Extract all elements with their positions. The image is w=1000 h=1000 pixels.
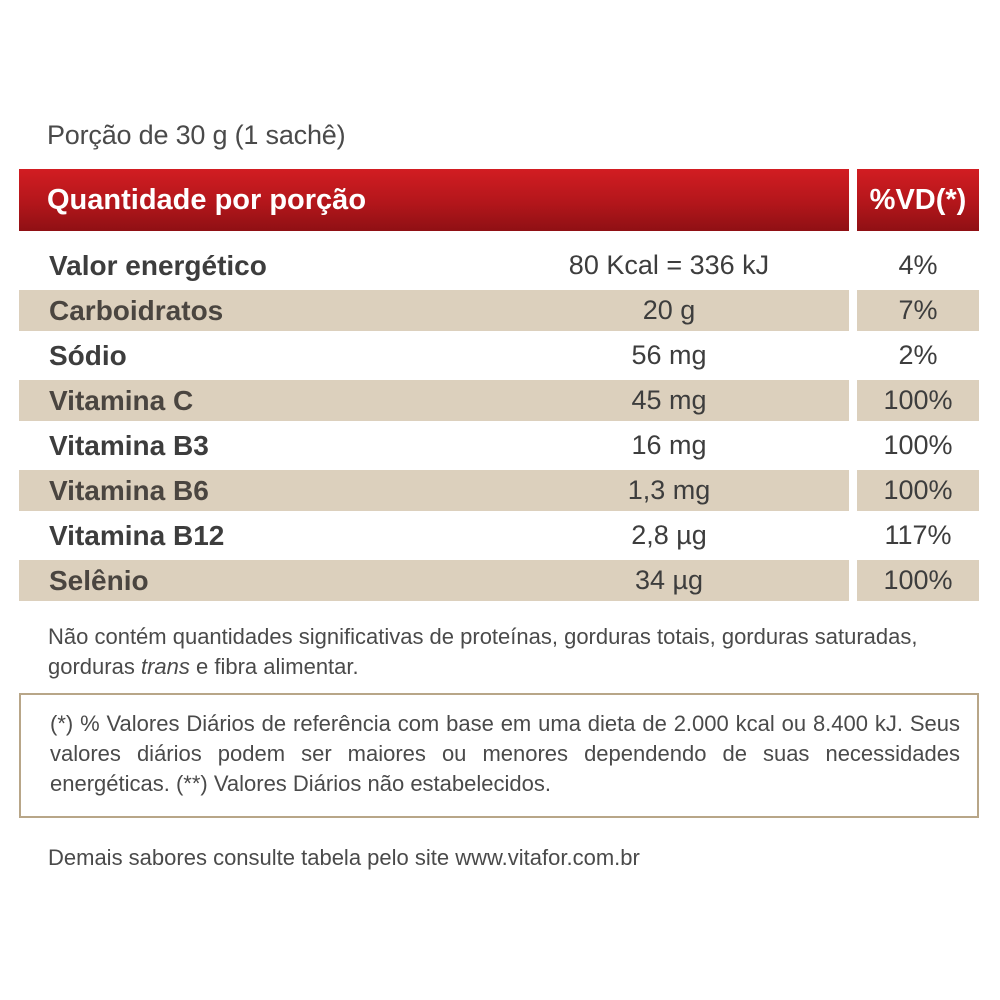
vd-header-label: %VD(*) bbox=[869, 183, 967, 216]
nutrient-name: Vitamina B3 bbox=[49, 430, 209, 461]
nutrient-quantity: 20 g bbox=[642, 295, 696, 325]
nutrient-name: Carboidratos bbox=[49, 295, 224, 326]
nutrient-vd: 100% bbox=[883, 565, 953, 595]
nutrient-quantity: 56 mg bbox=[631, 340, 707, 370]
daily-values-reference-text: (*) % Valores Diários de referência com base em uma dieta de 2.000 kcal ou 8.400 kJ. Seus valores diários podem ser maiores ou menores dependendo de suas necessidades energéticas. (**) Valores Diários não estabelecidos. bbox=[50, 711, 960, 796]
daily-values-reference-box bbox=[19, 693, 979, 818]
nutrient-vd: 100% bbox=[883, 385, 953, 415]
nutrient-quantity: 80 Kcal = 336 kJ bbox=[568, 250, 770, 280]
table-row bbox=[19, 425, 979, 470]
table-row bbox=[19, 335, 979, 380]
nutrient-name: Vitamina C bbox=[49, 385, 194, 416]
portion-size: Porção de 30 g (1 sachê) bbox=[47, 120, 346, 150]
table-row bbox=[19, 245, 979, 290]
nutrient-name: Selênio bbox=[49, 565, 149, 596]
nutrition-table bbox=[19, 245, 979, 605]
nutrition-note bbox=[48, 622, 948, 682]
note-text-italic: trans bbox=[140, 654, 190, 679]
nutrient-vd: 117% bbox=[884, 520, 952, 550]
table-row bbox=[19, 470, 979, 515]
nutrient-name: Sódio bbox=[49, 340, 127, 371]
vd-header bbox=[857, 169, 979, 231]
nutrient-vd: 100% bbox=[883, 430, 953, 460]
nutrient-quantity: 45 mg bbox=[631, 385, 707, 415]
nutrient-name: Vitamina B12 bbox=[49, 520, 225, 551]
nutrient-vd: 100% bbox=[883, 475, 953, 505]
nutrient-quantity: 16 mg bbox=[631, 430, 707, 460]
quantity-header bbox=[19, 169, 849, 231]
nutrient-quantity: 2,8 µg bbox=[631, 520, 707, 550]
note-text-end: e fibra alimentar. bbox=[189, 654, 359, 679]
nutrient-vd: 7% bbox=[898, 295, 938, 325]
table-row bbox=[19, 515, 979, 560]
footer-note: Demais sabores consulte tabela pelo site www.vitafor.com.br bbox=[48, 845, 640, 870]
nutrient-quantity: 34 µg bbox=[634, 565, 704, 595]
note-text-start: Não contém quantidades significativas de proteínas, gorduras totais, gorduras saturadas, gorduras bbox=[48, 624, 918, 679]
nutrient-name: Vitamina B6 bbox=[49, 475, 209, 506]
nutrient-vd: 4% bbox=[898, 250, 938, 280]
table-header bbox=[19, 169, 979, 231]
quantity-header-label: Quantidade por porção bbox=[47, 183, 367, 216]
table-row bbox=[19, 560, 979, 605]
nutrient-vd: 2% bbox=[898, 340, 938, 370]
nutrient-name: Valor energético bbox=[49, 250, 267, 281]
nutrient-quantity: 1,3 mg bbox=[627, 475, 711, 505]
table-row bbox=[19, 380, 979, 425]
table-row bbox=[19, 290, 979, 335]
